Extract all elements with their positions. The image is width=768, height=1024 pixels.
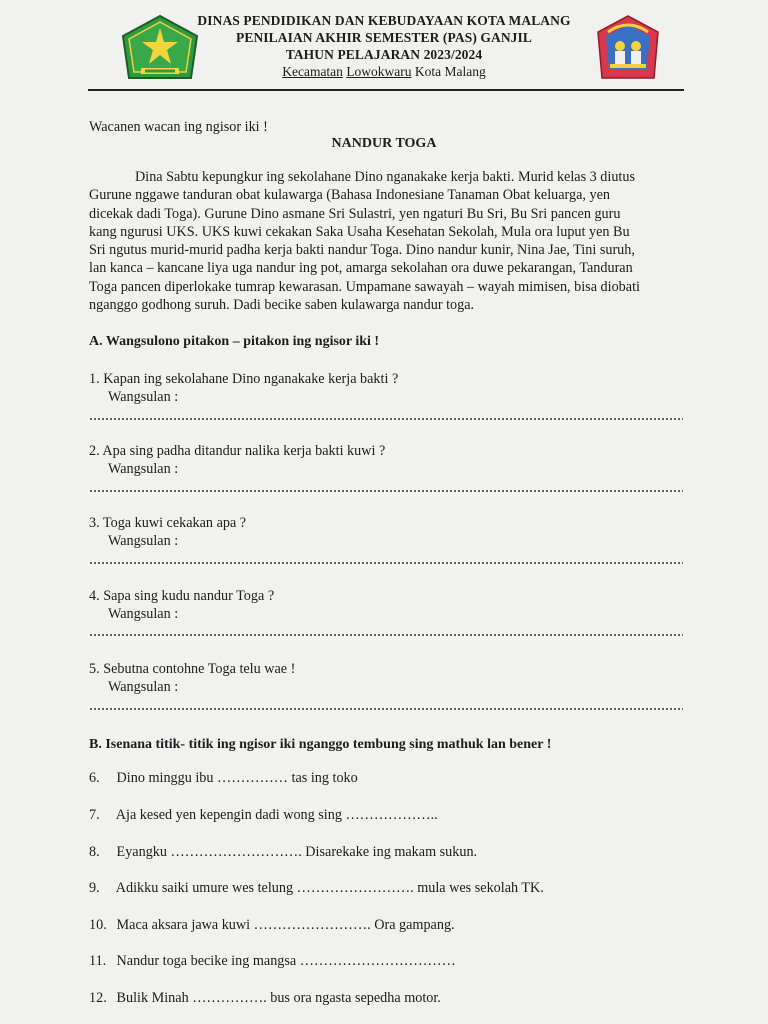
item-text: Bulik Minah ……………. bus ora ngasta sepedha motor. [116,990,441,1006]
answer-label-1: Wangsulan : [108,389,179,405]
fill-item-9 [89,879,544,897]
answer-line-1[interactable] [89,418,683,420]
item-text: Eyangku ………………………. Disarekake ing makam sukun. [116,844,478,860]
header-district-name: Lowokwaru [346,64,412,79]
paragraph-line: lan kanca – kancane liya uga nandur ing pot, amarga sekolahan ora duwe pekarangan, Tanduran [89,260,633,277]
answer-label-3: Wangsulan : [108,533,179,549]
question-3: 3. Toga kuwi cekakan apa ? [89,515,247,531]
item-number: 11. [89,953,107,969]
header-district [160,63,608,80]
paragraph-line: kang ngurusi UKS. UKS kuwi cekakan Saka Usaha Kesehatan Sekolah, Mula ora luput yen Bu [89,223,630,240]
paragraph-line: Gurune nggawe tanduran obat kulawarga (Bahasa Indonesiane Tanaman Obat keluarga, yen [89,187,610,204]
paragraph-line: nganggo godhong suruh. Dadi becike saben kulawarga nandur toga. [89,297,475,314]
header-school-year: TAHUN PELAJARAN 2023/2024 [285,47,483,62]
answer-label-5: Wangsulan : [108,679,179,695]
item-number: 6. [89,770,100,786]
item-text: Aja kesed yen kepengin dadi wong sing ……………….. [115,807,438,823]
header-city: Kota Malang [414,64,486,79]
header-district-word: Kecamatan [282,64,343,79]
paragraph-line: Dina Sabtu kepungkur ing sekolahane Dino nganakake kerja bakti. Murid kelas 3 diutus [135,169,635,185]
header-exam-name: PENILAIAN AKHIR SEMESTER (PAS) GANJIL [236,30,532,45]
item-number: 7. [89,807,100,823]
question-4: 4. Sapa sing kudu nandur Toga ? [89,588,275,604]
fill-item-6 [89,769,358,787]
item-text: Maca aksara jawa kuwi ……………………. Ora gampang. [116,917,455,933]
item-text: Dino minggu ibu …………… tas ing toko [116,770,358,786]
reading-instruction: Wacanen wacan ing ngisor iki ! [89,119,268,135]
fill-item-7 [89,806,438,824]
question-1: 1. Kapan ing sekolahane Dino nganakake kerja bakti ? [89,371,399,387]
item-number: 10. [89,917,107,933]
answer-line-2[interactable] [89,490,683,492]
section-a-heading: A. Wangsulono pitakon – pitakon ing ngisor iki ! [89,334,380,349]
section-b-heading: B. Isenana titik- titik ing ngisor iki nganggo tembung sing mathuk lan bener ! [89,737,552,752]
paragraph-line: Sri ngutus murid-murid padha kerja bakti nandur Toga. Dino nandur kunir, Nina Jae, Tini suruh, [89,242,635,259]
answer-line-3[interactable] [89,562,683,564]
question-5: 5. Sebutna contohne Toga telu wae ! [89,661,296,677]
fill-item-10 [89,916,455,934]
answer-label-4: Wangsulan : [108,606,179,622]
paragraph-line: Toga pancen diperlokake tumrap kewarasan. Umpamane sawayah – wayah mimisen, bisa diobati [89,278,640,295]
item-text: Nandur toga becike ing mangsa …………………………… [116,953,456,969]
fill-item-8 [89,843,477,861]
story-title: NANDUR TOGA [331,136,437,151]
header-office: DINAS PENDIDIKAN DAN KEBUDAYAAN KOTA MALANG [197,13,571,28]
answer-line-5[interactable] [89,708,683,710]
item-number: 12. [89,990,107,1006]
item-text: Adikku saiki umure wes telung ……………………. mula wes sekolah TK. [115,880,544,896]
exam-header [160,12,608,80]
fill-item-12 [89,989,441,1007]
answer-line-4[interactable] [89,634,683,636]
header-divider [88,89,684,91]
paragraph-line: dicekak dadi Toga). Gurune Dino asmane Sri Sulastri, yen ngaturi Bu Sri, Bu Sri pancen guru [89,205,621,222]
question-2: 2. Apa sing padha ditandur nalika kerja bakti kuwi ? [89,443,386,459]
answer-label-2: Wangsulan : [108,461,179,477]
item-number: 8. [89,844,100,860]
story-paragraph [89,168,689,314]
item-number: 9. [89,880,100,896]
fill-item-11 [89,952,456,970]
